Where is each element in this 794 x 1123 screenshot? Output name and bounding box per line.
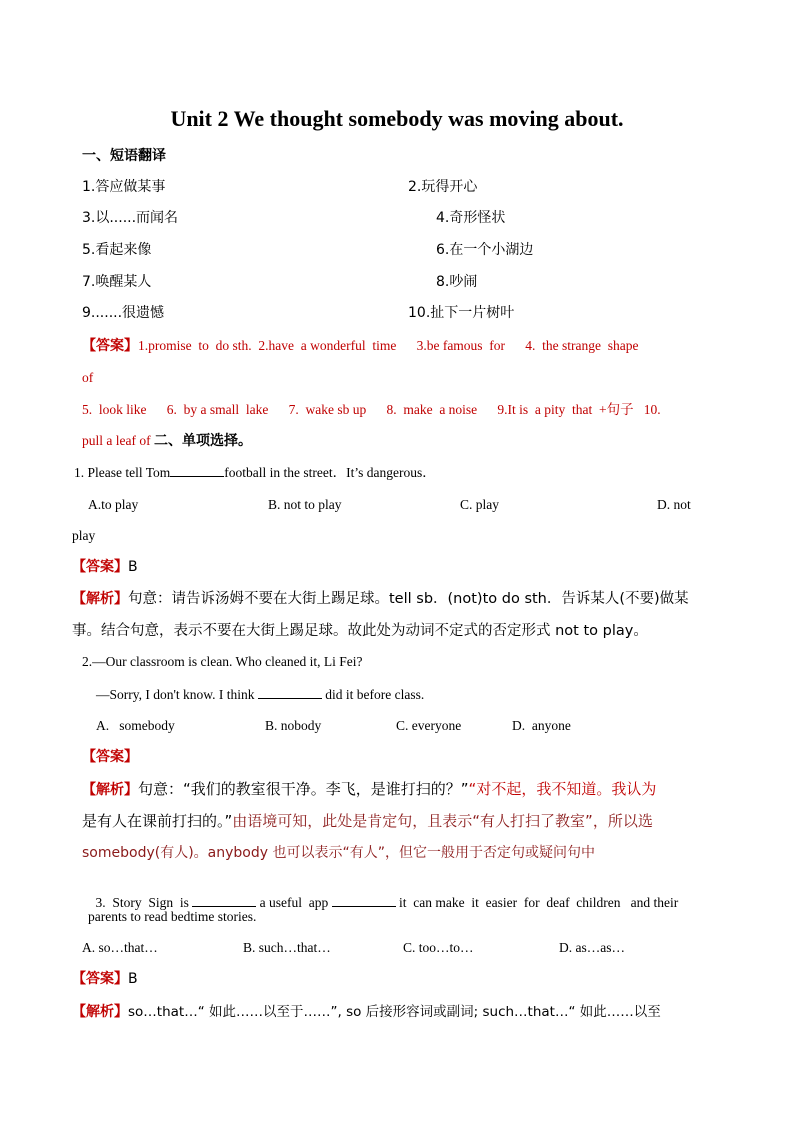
phrase-item: 2.玩得开心 [408, 179, 478, 195]
question-text: did it before class. [325, 687, 425, 702]
phrase-item: 5.看起来像 [82, 242, 152, 258]
phrase-item: 4.奇形怪状 [436, 210, 506, 226]
answer-text-continued: of [82, 370, 94, 385]
question-1-answer [72, 558, 138, 576]
question-1-stem [74, 464, 436, 482]
question-3-explanation [72, 1003, 661, 1021]
explanation-text: 句意：“我们的教室很干净。李飞，是谁打扫的？” [138, 780, 469, 798]
option-c: C. everyone [396, 718, 462, 733]
explain-tag: 【解析】 [72, 591, 128, 607]
option-a: A. so…that… [82, 940, 158, 955]
phrase-item: 10.扯下一片树叶 [408, 305, 515, 321]
answer-tag: 【答案】 [82, 338, 138, 354]
explanation-text: 由语境可知，此处是肯定句，且表示“有人打扫了教室”，所以选 [232, 812, 653, 830]
option-d: D. as…as… [559, 940, 625, 955]
explain-tag: 【解析】 [72, 1004, 128, 1020]
option-d-wrap: play [72, 528, 96, 543]
explanation-text: so…that…“ 如此……以至于……”, so 后接形容词或副词; such…that…“ 如此……以至 [128, 1004, 661, 1020]
option-c: C. play [460, 497, 499, 512]
answer-tag: 【答案】 [72, 971, 128, 987]
question-2-explanation [82, 780, 656, 799]
explanation-text: 事。结合句意，表示不要在大街上踢足球。故此处为动词不定式的否定形式 not to play。 [72, 623, 648, 639]
section-1-heading: 一、短语翻译 [82, 148, 166, 164]
option-b: B. not to play [268, 497, 342, 512]
answer-blank [170, 464, 224, 477]
section-1-answer [82, 337, 639, 355]
question-text: football in the street．It’s dangerous． [224, 465, 436, 480]
answer-blank [192, 894, 256, 907]
question-3-answer [72, 970, 138, 988]
section-2-heading: 二、单项选择。 [153, 433, 252, 449]
answer-tag: 【答案】 [72, 559, 128, 575]
phrase-item: 9.......很遗憾 [82, 305, 165, 321]
question-2-stem: 2.—Our classroom is clean. Who cleaned it, Li Fei? [82, 654, 363, 669]
phrase-item: 6.在一个小湖边 [436, 242, 534, 258]
answer-text-continued: 5. look like 6. by a small lake 7. wake sb up 8. make a noise 9.It is a pity that +句子 10. [82, 402, 661, 417]
explanation-text: somebody(有人)。anybody 也可以表示“有人”，但它一般用于否定句或疑问句中 [82, 845, 595, 861]
answer-text: 1.promise to do sth. 2.have a wonderful time 3.be famous for 4. the strange shape [138, 338, 639, 353]
answer-blank [258, 686, 322, 699]
explanation-text: 句意：请告诉汤姆不要在大街上踢足球。tell sb．(not)to do sth．告诉某人(不要)做某 [128, 591, 689, 607]
option-d: D. anyone [512, 718, 571, 733]
document-title: Unit 2 We thought somebody was moving about. [170, 106, 624, 131]
option-a: A. somebody [96, 718, 175, 733]
question-1-explanation [72, 590, 689, 608]
option-b: B. such…that… [243, 940, 331, 955]
option-d: D. not [657, 497, 691, 512]
answer-and-section-2-heading [82, 432, 252, 450]
question-text: 3. Story Sign is [95, 895, 189, 910]
answer-blank [332, 894, 396, 907]
option-c: C. too…to… [403, 940, 474, 955]
answer-value: B [128, 559, 138, 575]
explain-tag: 【解析】 [82, 782, 138, 798]
phrase-item: 7.唤醒某人 [82, 274, 152, 290]
question-3-stem-line2: parents to read bedtime stories. [88, 909, 257, 924]
question-text: a useful app [259, 895, 329, 910]
question-text: —Sorry, I don't know. I think [96, 687, 255, 702]
option-a: A.to play [88, 497, 139, 512]
explanation-line [82, 812, 653, 831]
explanation-text: 是有人在课前打扫的。” [82, 812, 233, 830]
phrase-item: 3.以......而闻名 [82, 210, 179, 226]
answer-text-continued: pull a leaf of [82, 433, 151, 448]
phrase-item: 8.吵闹 [436, 274, 478, 290]
option-b: B. nobody [265, 718, 322, 733]
answer-tag: 【答案】 [82, 749, 138, 765]
question-text: it can make it easier for deaf children and their [399, 895, 679, 910]
explanation-text: “对不起，我不知道。我认为 [468, 780, 657, 798]
phrase-item: 1.答应做某事 [82, 179, 166, 195]
question-text: 1. Please tell Tom [74, 465, 171, 480]
question-2-stem-line2 [96, 686, 424, 704]
question-2-answer [82, 748, 138, 766]
answer-value: B [128, 971, 138, 987]
